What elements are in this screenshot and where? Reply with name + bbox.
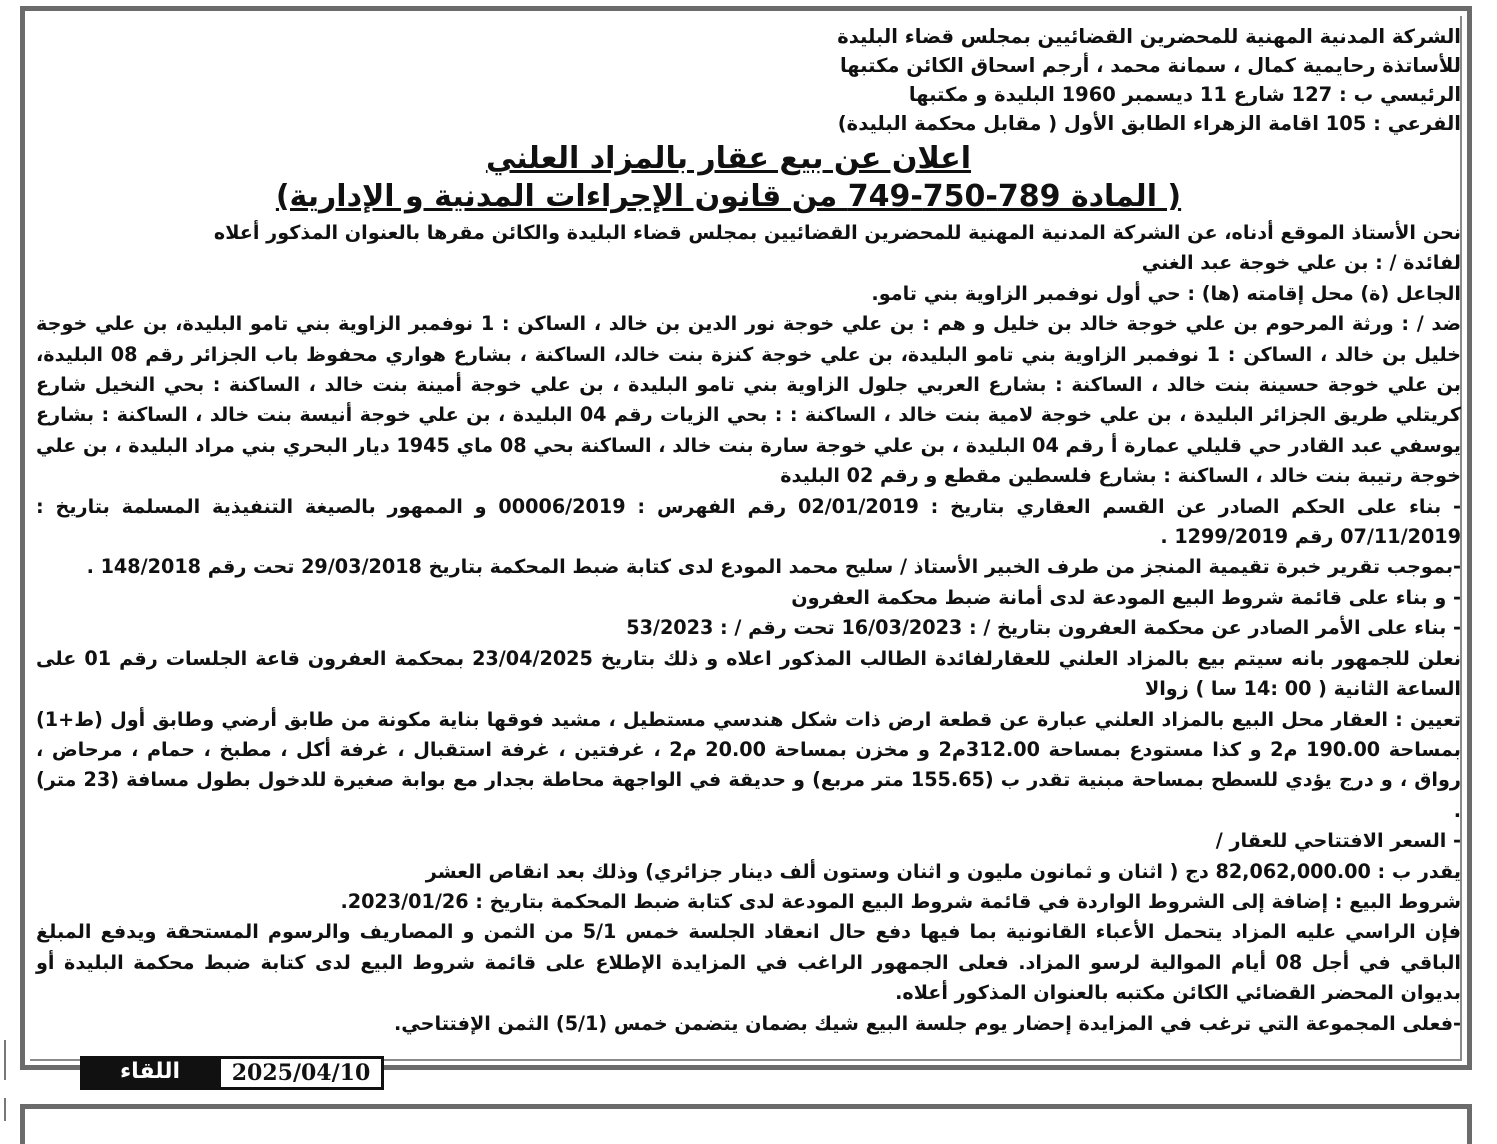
header-line: الفرعي : 105 اقامة الزهراء الطابق الأول ( مقابل محكمة البليدة): [837, 112, 1461, 135]
notice-body: [36, 218, 1461, 1039]
intro-paragraph: نحن الأستاذ الموقع أدناه، عن الشركة المدنية المهنية للمحضرين القضائيين بمجلس قضاء البليدة والكائن مقرها بالعنوان المذكور أعلاه: [213, 221, 1461, 244]
judgment-paragraph: - بناء على الحكم الصادر عن القسم العقاري بتاريخ : 02/01/2019 رقم الفهرس : 00006/2019 و الممهور بالصيغة التنفيذية المسلمة بتاريخ : 07/11/2019 رقم 1299/2019 .: [36, 494, 1461, 549]
next-notice-frame: [20, 1104, 1472, 1144]
defendants-paragraph: ضد / : ورثة المرحوم بن علي خوجة خالد بن خليل و هم : بن علي خوجة نور الدين بن خالد ، الساكن : 1 نوفمبر الزاوية بني تامو البليدة، بن علي خوجة خليل بن خالد ، الساكن : 1 نوفمبر الزاوية بني تامو البليدة، بن علي خوجة كنزة بنت خالد، الساكنة ، بشارع هواري محفوظ باب الجزائر رقم 08 البليدة، بن علي خوجة حسينة بنت خالد ، الساكنة : بشارع العربي جلول الزاوية بني تامو البليدة ، بن علي خوجة أمينة بنت خالد ، الساكنة : بحي النخيل شارع كريتلي طريق الجزائر البليدة ، بن علي خوجة لامية بنت خالد ، الساكنة : : بحي الزيات رقم 04 البليدة ، بن علي خوجة أنيسة بنت خالد ، الساكنة : بشارع يوسفي عبد القادر حي قليلي عمارة أ رقم 04 البليدة ، بن علي خوجة سارة بنت خالد ، الساكنة بحي 08 ماي 1945 ديار البحري بني مراد البليدة ، بن علي خوجة رتيبة بنت خالد ، الساكنة : بشارع فلسطين مقطع و رقم 02 البليدة: [36, 312, 1462, 488]
notice-title: [36, 140, 1461, 216]
header-line: للأساتذة رحايمية كمال ، سمانة محمد ، أرجم اسحاق الكائن مكتبها: [839, 54, 1461, 77]
newspaper-name: اللقاء: [80, 1056, 220, 1090]
header-line: الرئيسي ب : 127 شارع 11 ديسمبر 1960 البليدة و مكتبها: [908, 83, 1461, 106]
publication-date: 2025/04/10: [218, 1056, 384, 1090]
property-designation: تعيين : العقار محل البيع بالمزاد العلني عبارة عن قطعة ارض ذات شكل هندسي مستطيل ، مشيد فوقها بناية مكونة من طابق أرضي وطابق أول (ط+1) بمساحة 190.00 م2 و كذا مستودع بمساحة 312.00م2 و مخزن بمساحة 20.00 م2 ، غرفتين ، غرفة استقبال ، غرفة أكل ، مطبخ ، حمام ، مرحاض ، رواق ، و درج يؤدي للسطح بمساحة مبنية تقدر ب (155.65 متر مربع) و حديقة في الواجهة محاطة بجدار مع بوابة صغيرة للدخول بطول مسافة (23 متر) .: [36, 707, 1461, 822]
bailiff-header: [36, 22, 1461, 138]
beneficiary-line: لفائدة / : بن علي خوجة عبد الغني: [1141, 251, 1461, 275]
announcement-paragraph: نعلن للجمهور بانه سيتم بيع بالمزاد العلني للعقارلفائدة الطالب المذكور اعلاه و ذلك بتاريخ 23/04/2025 بمحكمة العفرون قاعة الجلسات رقم 01 على الساعة الثانية ( 00 :14 سا ) زوالا: [36, 646, 1461, 701]
opening-price-label: - السعر الافتتاحي للعقار /: [1215, 829, 1461, 853]
title-line: اعلان عن بيع عقار بالمزاد العلني: [485, 141, 972, 176]
page-edge-mark: [4, 1040, 6, 1080]
opening-price: يقدر ب : 82,062,000.00 دج ( اثنان و ثمانون مليون و اثنان وستون ألف دينار جزائري) وذلك بعد انقاص العشر: [425, 859, 1461, 883]
publication-footer: [80, 1056, 385, 1092]
expertise-paragraph: -بموجب تقرير خبرة تقيمية المنجز من طرف الخبير الأستاذ / سليح محمد المودع لدى كتابة ضبط المحكمة بتاريخ 29/03/2018 تحت رقم 148/2018 .: [86, 555, 1461, 579]
sale-conditions: شروط البيع : إضافة إلى الشروط الواردة في قائمة شروط البيع المودعة لدى كتابة ضبط المحكمة بتاريخ : 2023/01/26.: [340, 889, 1461, 913]
page-edge-mark: [4, 1098, 6, 1121]
conditions-list-line: - و بناء على قائمة شروط البيع المودعة لدى أمانة ضبط محكمة العفرون: [791, 585, 1461, 609]
guarantee-line: -فعلى المجموعة التي ترغب في المزايدة إحضار يوم جلسة البيع شيك بضمان يتضمن خمس (5/1) الثمن الإفتتاحي.: [393, 1011, 1461, 1035]
court-order-line: - بناء على الأمر الصادر عن محكمة العفرون بتاريخ / : 16/03/2023 تحت رقم / : 53/2023: [626, 616, 1461, 640]
title-line: ( المادة 789-750-749 من قانون الإجراءات المدنية و الإدارية): [275, 179, 1182, 214]
header-line: الشركة المدنية المهنية للمحضرين القضائيين بمجلس قضاء البليدة: [837, 25, 1461, 48]
bidder-obligations: فإن الراسي عليه المزاد يتحمل الأعباء القانونية بما فيها دفع حال انعقاد الجلسة خمس 5/1 من الثمن و المصاريف والرسوم المستحقة ويدفع المبلغ الباقي في أجل 08 أيام الموالية لرسو المزاد. فعلى الجمهور الراغب في المزايدة الإطلاع على قائمة شروط البيع لدى كتابة ضبط محكمة البليدة أو بديوان المحضر القضائي الكائن مكتبه بالعنوان المذكور أعلاه.: [36, 920, 1461, 1005]
residence-line: الجاعل (ة) محل إقامته (ها) : حي أول نوفمبر الزاوية بني تامو.: [871, 281, 1461, 305]
notice-content: [36, 22, 1461, 1039]
